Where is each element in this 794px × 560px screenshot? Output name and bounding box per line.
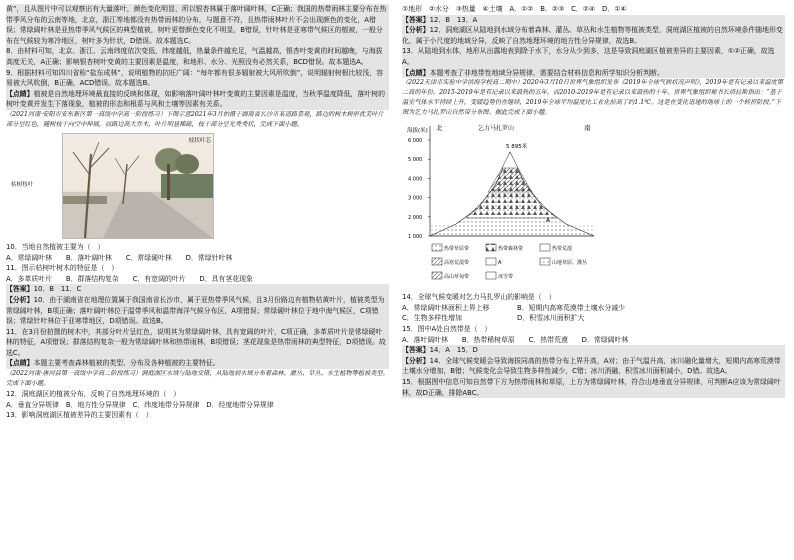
paragraph <box>6 46 389 67</box>
kilimanjaro-svg <box>406 120 598 290</box>
paragraph-text: 本题考查了非地带性地域分异规律，需要结合材料信息和所学知识分析判断。 <box>429 68 664 77</box>
source-intro <box>6 369 389 389</box>
paragraph-text: 15．根据图中信息可知自然带下方为热带雨林和草原，上方为常绿阔叶林，符合山地垂直分异规律，可判断A应该为常绿阔叶林，故D正确，排除ABC。 <box>402 377 781 397</box>
y-axis-label: 海拔(米) <box>407 128 428 135</box>
peak-elevation: 5 895米 <box>506 144 528 151</box>
question-stem: 11．图示枯树叶树木的特征是（ ） <box>6 264 119 273</box>
paragraph <box>402 46 785 67</box>
question-options: A．多革质叶片 B．群落结构复杂 C．有宽阔的叶片 D．具有茎花现象 <box>6 274 253 283</box>
roadside-tree-photo <box>11 133 214 239</box>
left-paragraphs <box>6 4 389 130</box>
legend-label: 热带森林带 <box>498 246 524 253</box>
paragraph <box>6 68 389 89</box>
legend <box>432 244 587 280</box>
paragraph-text: 10．由于湖南省在地理位置属于我国南省长沙市，属于亚热带季风气候，且3月份路边有植物枯黄叶片，植被类型为常绿阔叶林，B项正确；落叶阔叶林位于温带季风和温带海洋气候分布区，A项错误；常绿硬叶林位于地中海气候区，C项错误；常绿针叶林位于亚寒带地区，D项错误。故选B。 <box>6 295 385 326</box>
paragraph <box>402 68 785 79</box>
paragraph <box>6 327 389 359</box>
right-column <box>402 4 785 398</box>
y-tick-label: 6 000 <box>408 138 423 145</box>
question-options: C．生物多样性增加 D．积雪冰川面积扩大 <box>402 314 585 323</box>
paragraph <box>6 295 389 327</box>
paragraph <box>402 15 785 26</box>
paragraph-tag: 【点睛】 <box>6 359 34 368</box>
paragraph <box>402 25 785 46</box>
left-paragraphs-b <box>6 284 389 389</box>
paragraph <box>402 377 785 398</box>
legend-swatch <box>540 244 550 251</box>
legend-label: 热带荒漠 <box>552 246 573 253</box>
y-ticks <box>408 138 430 240</box>
question-options: A．垂直分异规律 B．地方性分异规律 C．纬度地带分异规律 D．经度地带分异规律 <box>6 400 274 409</box>
paragraph-tag: 【点睛】 <box>402 68 430 77</box>
paragraph-text: 9．根据材料可知四川省称“盐东成林”，说明植物的抗旺广阔：“每年都有很多辐射被大风所吹倒”，说明辐射树根比较浅，容易被大风吹倒，B正确，ACD错误。故本题选B。 <box>6 68 383 88</box>
legend-label: 高山草甸带 <box>444 274 470 281</box>
paragraph-text: 14．A 15．D <box>429 346 478 355</box>
legend-label: 热带草原带 <box>444 246 470 253</box>
legend-label: 高寒荒漠带 <box>444 260 470 267</box>
photo-graphic <box>63 134 213 238</box>
photo-label-branch: 枯树枝叶 <box>11 181 34 188</box>
paragraph <box>402 356 785 377</box>
mountain-name: 乞力马扎罗山 <box>478 125 515 133</box>
question-stem: 15．图中A处自然带是（ ） <box>402 324 492 333</box>
y-tick-label: 5 000 <box>408 157 423 164</box>
legend-label: 冰雪带 <box>498 274 514 281</box>
legend-swatch <box>486 272 496 279</box>
legend-swatch <box>540 258 550 265</box>
y-tick-label: 4 000 <box>408 176 423 183</box>
paragraph-text: （2022天津市实验中学滨海学校高二期中）2020年3月10日世界气象组织发布《2019年全球气候状况声明》，2019年是有记录以来温度第二高的年份。2015-2019年是有记录以来最热的五年，而2010-2019年是有记录以来最热的十年。世界气象组织秘书长塔拉斯指出：“基于温室气体水平持续上升，变暖趋势仍在继续，2019年全球平均温度比工业化前高了约1.1℃。这是在变化迅速的地球上的一个转折阶段。”下图为乞力马扎罗山自然带分布图。据此完成下面小题。 <box>402 79 784 117</box>
paragraph-text: 11．在3月份拍摄的树木中，其部分叶片呈红色，说明其为常绿阔叶林，具有宽阔的叶片，C项正确，多革质叶片是常绿硬叶林的特征，A项错误；群落结构复杂一般为常绿阔叶林和热带雨林，B项错误；茎花现象是热带雨林的典型特征，D项错误。故选C。 <box>6 327 386 357</box>
south-label: 南 <box>584 124 591 133</box>
paragraph-text: 12．洞庭湖区从陆地到水域分布着森林、灌丛、草丛和水生植物等植被类型，洞庭湖区植被的自然环境条件随地形变化，属于小尺度的地域分异，反映了自然地理环境的地方性分异规律，故选B。 <box>402 26 783 45</box>
paragraph-tag: 【答案】 <box>6 285 34 294</box>
right-paragraphs-b <box>402 345 785 398</box>
paragraph <box>6 284 389 295</box>
right-questions <box>402 292 785 345</box>
question-options: A．落叶阔叶林 B．热带稀树草原 C．热带荒漠 D．常绿阔叶林 <box>402 335 629 344</box>
question-stem: 12．洞庭湖区的植被分布，反映了自然地理环境的（ ） <box>6 390 181 399</box>
legend-swatch <box>486 244 496 251</box>
paragraph-text: 10．B 11．C <box>33 285 82 294</box>
question-stem: 14．全球气候变暖对乞力马扎罗山的影响是（ ） <box>402 293 556 302</box>
question-stem: 13．影响洞庭湖区植被差异的主要因素有（ ） <box>6 411 153 420</box>
north-label: 北 <box>436 124 443 133</box>
photo-label-tree: 枝状叶芯 <box>188 137 211 144</box>
question-stem: 10．当地自然植被主要为（ ） <box>6 242 105 251</box>
paragraph-text: 13．从陆地到水体，地形从出露地表到除于水下，水分从少到多，这是导致洞庭湖区植被差异的主要因素，①②正确，故选A。 <box>402 47 775 66</box>
paragraph-tag: 【分析】 <box>6 295 34 304</box>
paragraph-text: 12．B 13．A <box>429 15 478 24</box>
y-tick-label: 2 000 <box>408 214 423 221</box>
left-questions-b <box>6 389 389 421</box>
paragraph-text: 黄”，且从图片中可以观察出有大量落叶，颜色变化明显，所以银杏林属于落叶阔叶林，C正确；我国的热带雨林主要分布在热带季风分布的云南等地，北京，浙江等地都没有热带雨林的分布，与题意不符，且热带雨林叶片不会出现颜色的变化，A错误；常绿阔叶林是亚热带季风气候区的典型植被，树叶更替颜色变化不明显，B错误，针叶林是亚寒带气候区的植被，一般分布在气候较为寒冷地区，树叶多为针状，D错误。故本题选C。 <box>6 5 387 45</box>
paragraph-text: 本题主要考查森林植被的类型、分布及各种植被的主要特征。 <box>33 359 220 368</box>
zone-a-label: A <box>546 217 551 225</box>
source-intro <box>6 110 389 130</box>
kilimanjaro-diagram <box>406 120 598 290</box>
legend-swatch <box>432 244 442 251</box>
source-intro <box>402 78 785 118</box>
question-options: A．常绿阔叶林面积上界上移 B．短期内高寒荒漠带土壤水分减少 <box>402 303 626 312</box>
question-options: A．常绿阔叶林 B．落叶阔叶林 C．常绿硬叶林 D．常绿针叶林 <box>6 253 233 262</box>
paragraph-tag: 【答案】 <box>402 346 430 355</box>
legend-swatch <box>432 272 442 279</box>
left-questions-a <box>6 242 389 284</box>
right-paragraphs <box>402 15 785 119</box>
paragraph-tag: 【答案】 <box>402 15 430 24</box>
q13-options: ①地形 ②水分 ③热量 ④土壤 A．①② B．②③ C．②④ D．①④ <box>402 5 627 13</box>
paragraph <box>402 345 785 356</box>
paragraph-text: 14．全球气候变暖会导致海拔同高的热带分布上界升高，A对；由于气温升高，冰川融化量增大，短期内高寒荒漠带土壤水分增加，B错；气候变化会导致生物多样性减少，C错；冰川消融，积雪冰川面积减小，D错。故选A。 <box>402 356 781 376</box>
paragraph-text: （2021河南·安阳市安东新区第一高级中学高一阶段练习）下图示意2021年3月拍摄于湖南省长沙市某道路景观，路边的树木树形优美叶片部分呈红色，随树枝干向空中伸展，而路边高大乔木，叶片明显稀疏，枝干部分呈光秃秃状，完成下面小题。 <box>6 110 384 128</box>
legend-swatch <box>486 258 496 265</box>
legend-label: A <box>498 260 502 267</box>
paragraph <box>6 358 389 369</box>
paragraph <box>6 89 389 110</box>
left-column <box>6 4 389 421</box>
paragraph-tag: 【分析】 <box>402 356 430 365</box>
paragraph-text: 8．由材料可知，北京、浙江、云南纬度依次变低，纬度越低，热量条件越充足，气温越高，银杏叶变黄的时间越晚，与海拔高度无关，A正确；影响银杏树叶变黄的主要因素是温度，和地形、水分、光照没有必然关系，BCD错误。故本题选A。 <box>6 47 383 66</box>
paragraph-tag: 【分析】 <box>402 26 430 35</box>
y-tick-label: 1 000 <box>408 234 423 241</box>
paragraph-tag: 【点睛】 <box>6 89 34 98</box>
paragraph-text: 植被是自然地理环境最直接的反映和体现，如影响落叶阔叶林叶变黄的主要因素是温度，当秋季温度降低，落叶树的树叶变黄并发生下落现象，植被的形态和根系与风和土壤等因素有关系。 <box>6 89 385 109</box>
y-tick-label: 3 000 <box>408 195 423 202</box>
paragraph-text: （2022河南·唐河县第一高级中学高二阶段练习）洞庭湖区水域与陆地交错，从陆地到水域分布着森林、灌丛、草丛、水生植物等植被类型。完成下面小题。 <box>6 370 389 388</box>
legend-label: 山地草原、灌丛 <box>552 260 588 267</box>
legend-swatch <box>432 258 442 265</box>
paragraph <box>6 4 389 46</box>
